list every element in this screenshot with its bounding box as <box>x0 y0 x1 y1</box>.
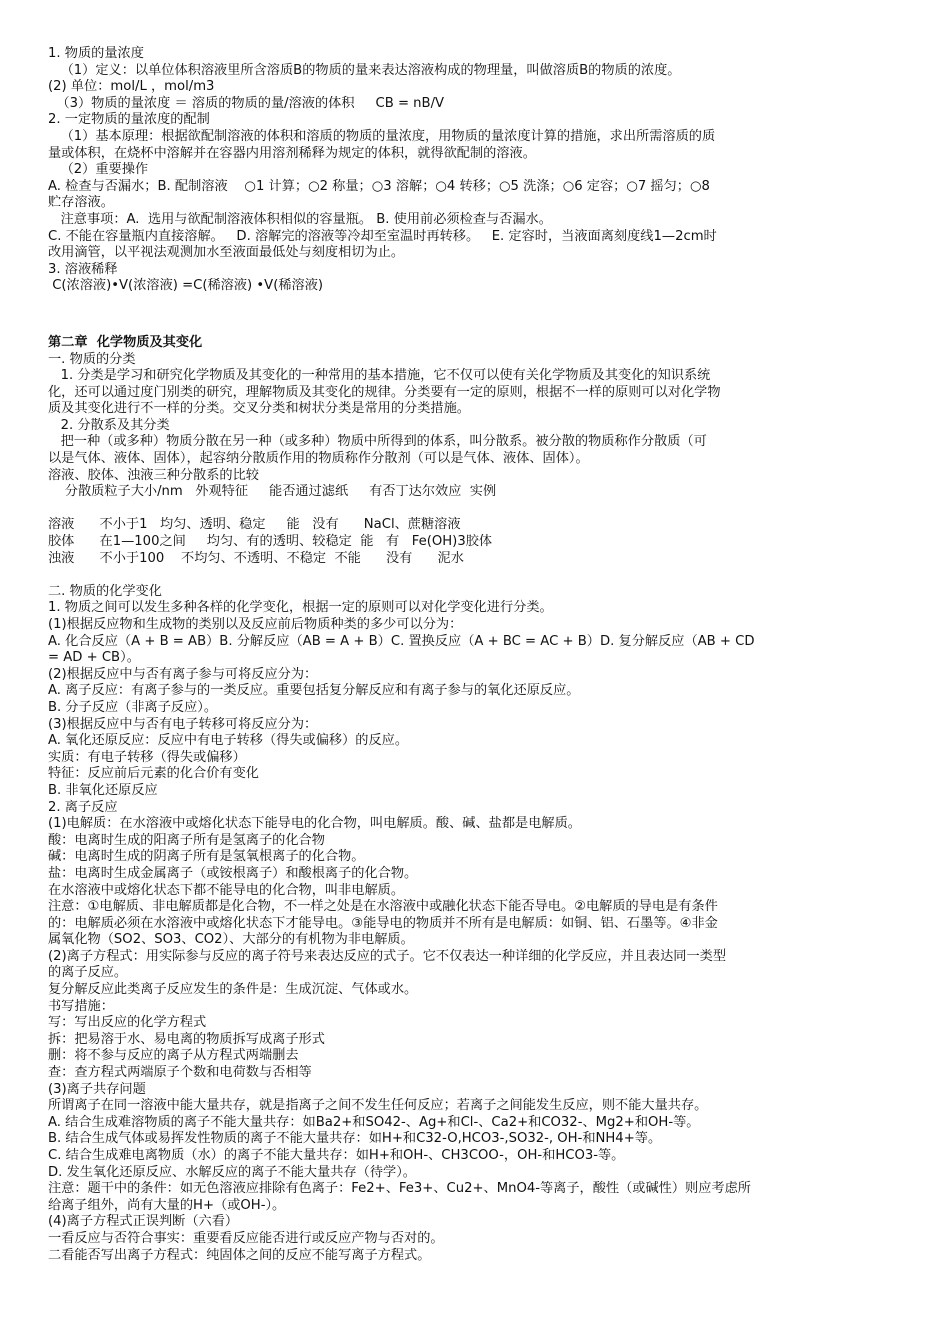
text-line: 改用滴管，以平视法观测加水至液面最低处与刻度相切为止。 <box>48 245 405 261</box>
section-concentration <box>48 46 908 295</box>
text-line: 属氧化物（SO2、SO3、CO2）、大部分的有机物为非电解质。 <box>48 932 414 948</box>
text-line: 1. 物质之间可以发生多种各样的化学变化，根据一定的原则可以对化学变化进行分类。 <box>48 600 553 616</box>
text-line: = AD + CB）。 <box>48 650 140 666</box>
text-line: 注意事项：A. 选用与欲配制溶液体积相似的容量瓶。 B. 使用前必须检查与否漏水。 <box>48 211 552 227</box>
text-line: (3)离子共存问题 <box>48 1081 146 1097</box>
text-line: （2）重要操作 <box>48 162 149 178</box>
text-line: 分散质粒子大小/nm 外观特征 能否通过滤纸 有否丁达尔效应 实例 <box>48 484 497 500</box>
text-line: D. 发生氧化还原反应、水解反应的离子不能大量共存（待学）。 <box>48 1164 416 1180</box>
text-line: 一看反应与否符合事实：重要看反应能否进行或反应产物与否对的。 <box>48 1230 444 1246</box>
section-gap-2 <box>48 567 908 584</box>
text-line: B. 结合生成气体或易挥发性物质的离子不能大量共存：如H+和C32-O,HCO3-,SO32-, OH-和NH4+等。 <box>48 1131 662 1147</box>
text-line: 酸：电离时生成的阳离子所有是氢离子的化合物 <box>48 832 325 848</box>
text-line: 写：写出反应的化学方程式 <box>48 1015 207 1031</box>
text-line: (2) 单位：mol/L ，mol/m3 <box>48 79 215 95</box>
text-line: 删：将不参与反应的离子从方程式两端删去 <box>48 1048 299 1064</box>
text-line: 查：查方程式两端原子个数和电荷数与否相等 <box>48 1065 312 1081</box>
table-row: 溶液 不小于1 均匀、透明、稳定 能 没有 NaCl、蔗糖溶液 <box>48 517 461 533</box>
text-line: 实质：有电子转移（得失或偏移） <box>48 749 246 765</box>
text-line: 量或体积，在烧杯中溶解并在容器内用溶剂稀释为规定的体积，就得欲配制的溶液。 <box>48 145 536 161</box>
text-line: 在水溶液中或熔化状态下都不能导电的化合物，叫非电解质。 <box>48 882 405 898</box>
table-row: 胶体 在1—100之间 均匀、有的透明、较稳定 能 有 Fe(OH)3胶体 <box>48 534 493 550</box>
text-line: (3)根据反应中与否有电子转移可将反应分为： <box>48 716 318 732</box>
text-line: 2. 一定物质的量浓度的配制 <box>48 112 210 128</box>
text-line: A. 检查与否漏水；B. 配制溶液 ○1 计算；○2 称量；○3 溶解；○4 转移；○5 洗涤；○6 定容；○7 摇匀；○8 <box>48 178 710 194</box>
table-gap <box>48 501 908 518</box>
text-line: 1. 分类是学习和研究化学物质及其变化的一种常用的基本措施，它不仅可以使有关化学物质及其变化的知识系统 <box>48 368 711 384</box>
text-line: （1）基本原理：根据欲配制溶液的体积和溶质的物质的量浓度，用物质的量浓度计算的措施，求出所需溶质的质 <box>48 128 716 144</box>
chapter-title: 第二章 化学物质及其变化 <box>48 334 203 350</box>
table-row: 浊液 不小于100 不均匀、不透明、不稳定 不能 没有 泥水 <box>48 550 464 566</box>
text-line: 质及其变化进行不一样的分类。交叉分类和树状分类是常用的分类措施。 <box>48 401 470 417</box>
text-line: (2)根据反应中与否有离子参与可将反应分为： <box>48 666 318 682</box>
dispersion-comparison-table <box>48 517 908 567</box>
text-line: 所谓离子在同一溶液中能大量共存，就是指离子之间不发生任何反应；若离子之间能发生反应，则不能大量共存。 <box>48 1098 708 1114</box>
text-line: 1. 物质的量浓度 <box>48 46 144 61</box>
text-line: C. 不能在容量瓶内直接溶解。 D. 溶解完的溶液等冷却至室温时再转移。 E. 定容时，当液面离刻度线1—2cm时 <box>48 228 717 244</box>
text-line: (1)电解质：在水溶液中或熔化状态下能导电的化合物，叫电解质。酸、碱、盐都是电解质。 <box>48 816 581 832</box>
text-line: 二看能否写出离子方程式：纯固体之间的反应不能写离子方程式。 <box>48 1247 431 1263</box>
text-line: 溶液、胶体、浊液三种分散系的比较 <box>48 467 259 483</box>
text-line: C. 结合生成难电离物质（水）的离子不能大量共存：如H+和OH-、CH3COO-，OH-和HCO3-等。 <box>48 1148 625 1163</box>
text-line: 化，还可以通过度门别类的研究，理解物质及其变化的规律。分类要有一定的原则，根据不一样的原则可以对化学物 <box>48 384 721 400</box>
text-line: 2. 离子反应 <box>48 799 118 815</box>
text-line: 一. 物质的分类 <box>48 351 136 367</box>
text-line: C(浓溶液)•V(浓溶液) =C(稀溶液) •V(稀溶液) <box>48 278 324 294</box>
text-line: 的离子反应。 <box>48 965 128 981</box>
text-line: （1）定义：以单位体积溶液里所含溶质B的物质的量来表达溶液构成的物理量，叫做溶质B的物质的浓度。 <box>48 62 681 78</box>
text-line: (4)离子方程式正误判断（六看） <box>48 1214 239 1230</box>
text-line: 把一种（或多种）物质分散在另一种（或多种）物质中所得到的体系，叫分散系。被分散的物质称作分散质（可 <box>48 434 707 450</box>
text-line: 注意：题干中的条件：如无色溶液应排除有色离子：Fe2+、Fe3+、Cu2+、MnO4-等离子，酸性（或碱性）则应考虑所 <box>48 1181 751 1197</box>
text-line: 以是气体、液体、固体），起容纳分散质作用的物质称作分散剂（可以是气体、液体、固体）。 <box>48 451 589 467</box>
text-line: 碱：电离时生成的阴离子所有是氢氧根离子的化合物。 <box>48 849 365 865</box>
text-line: 给离子组外，尚有大量的H+（或OH-）。 <box>48 1197 286 1213</box>
text-line: B. 非氧化还原反应 <box>48 782 158 798</box>
text-line: A. 化合反应（A + B = AB）B. 分解反应（AB = A + B）C. 置换反应（A + BC = AC + B）D. 复分解反应（AB + CD <box>48 633 755 649</box>
text-line: 书写措施： <box>48 998 114 1014</box>
text-line: （3）物质的量浓度 ＝ 溶质的物质的量/溶液的体积 CB = nB/V <box>48 95 445 111</box>
text-line: (2)离子方程式：用实际参与反应的离子符号来表达反应的式子。它不仅表达一种详细的化学反应，并且表达同一类型 <box>48 948 727 964</box>
document-page <box>48 46 908 1264</box>
text-line: 二. 物质的化学变化 <box>48 583 162 599</box>
section-classification <box>48 352 908 501</box>
text-line: 特征：反应前后元素的化合价有变化 <box>48 766 259 782</box>
text-line: 的：电解质必须在水溶液中或熔化状态下才能导电。③能导电的物质并不所有是电解质：如铜、铝、石墨等。④非金 <box>48 915 718 931</box>
text-line: 注意：①电解质、非电解质都是化合物，不一样之处是在水溶液中或融化状态下能否导电。②电解质的导电是有条件 <box>48 899 718 915</box>
text-line: A. 氧化还原反应：反应中有电子转移（得失或偏移）的反应。 <box>48 733 409 749</box>
text-line: 2. 分散系及其分类 <box>48 417 170 433</box>
text-line: 拆：把易溶于水、易电离的物质拆写成离子形式 <box>48 1031 325 1047</box>
text-line: 盐：电离时生成金属离子（或铵根离子）和酸根离子的化合物。 <box>48 865 418 881</box>
text-line: (1)根据反应物和生成物的类别以及反应前后物质种类的多少可以分为： <box>48 617 463 632</box>
text-line: 贮存溶液。 <box>48 195 114 211</box>
section-gap <box>48 295 908 335</box>
text-line: A. 结合生成难溶物质的离子不能大量共存：如Ba2+和SO42-、Ag+和Cl-、Ca2+和CO32-、Mg2+和OH-等。 <box>48 1114 700 1130</box>
section-chemical-change <box>48 584 908 1264</box>
text-line: 3. 溶液稀释 <box>48 261 118 277</box>
text-line: 复分解反应此类离子反应发生的条件是：生成沉淀、气体或水。 <box>48 982 418 998</box>
text-line: B. 分子反应（非离子反应）。 <box>48 699 218 715</box>
text-line: A. 离子反应：有离子参与的一类反应。重要包括复分解反应和有离子参与的氧化还原反应。 <box>48 683 580 699</box>
